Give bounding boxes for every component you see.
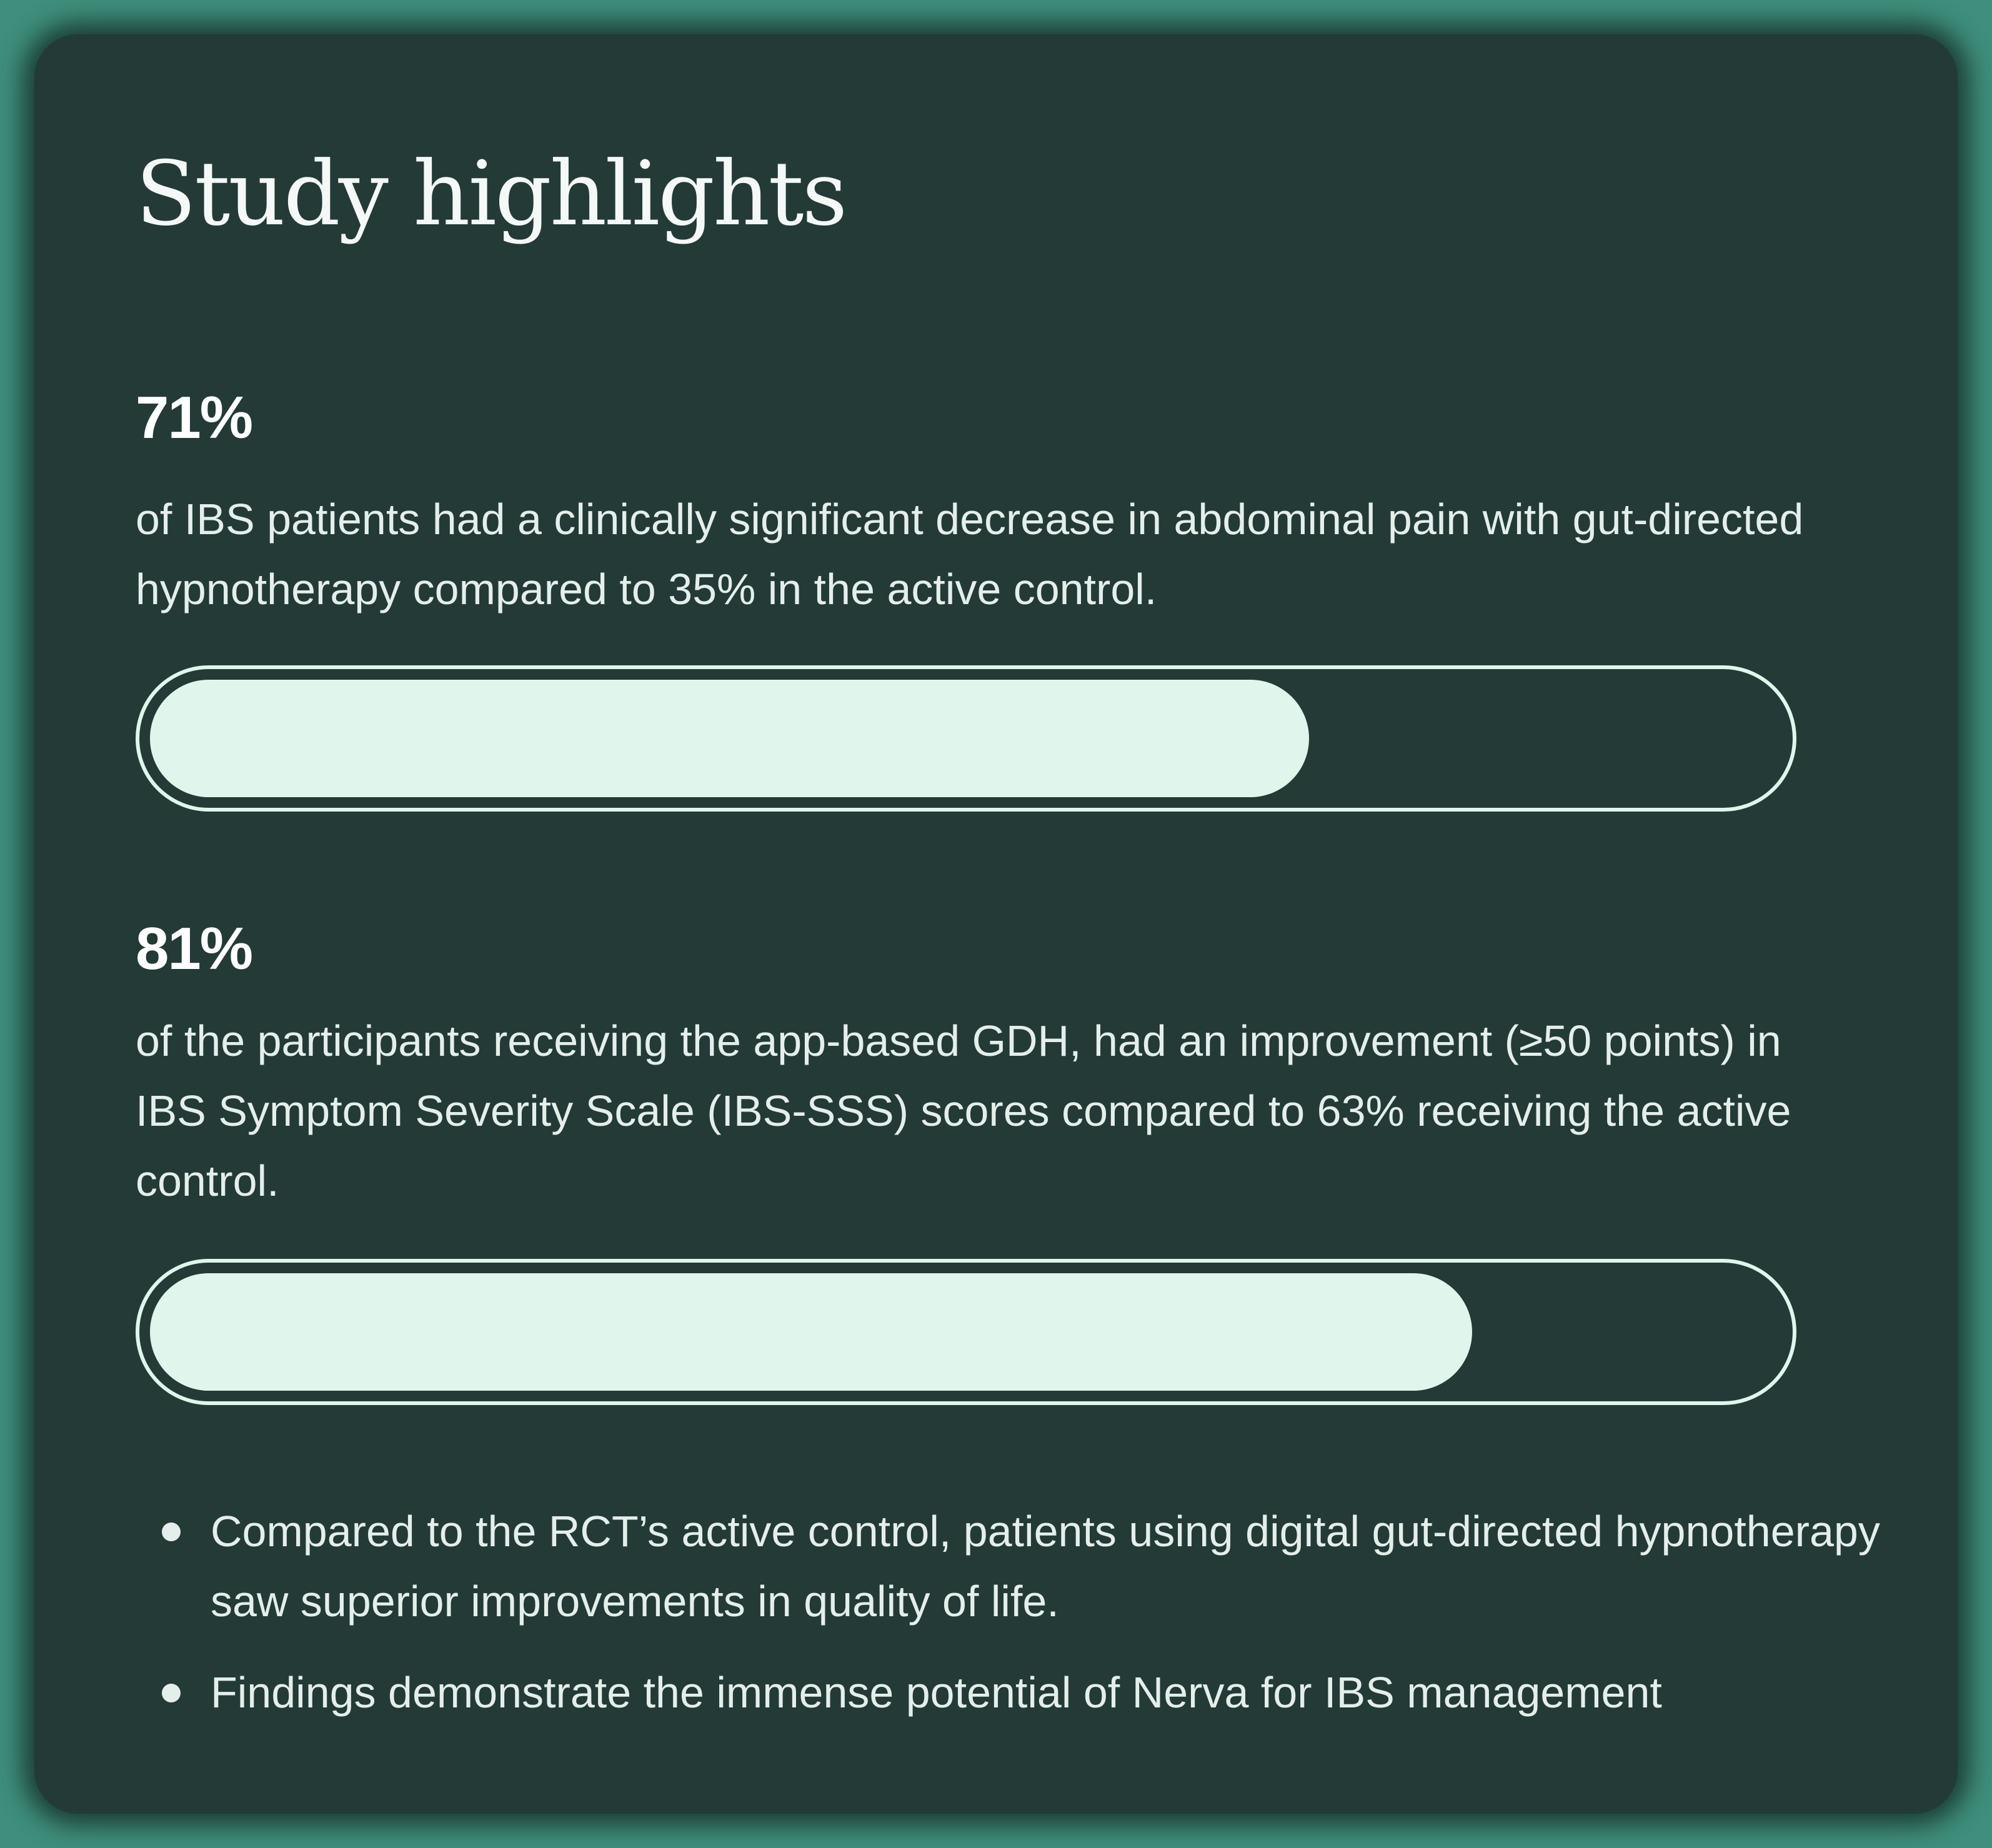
- progress-bar-fill-abdominal-pain: [150, 680, 1309, 797]
- stat-value-abdominal-pain: 71%: [136, 384, 252, 451]
- progress-bar-abdominal-pain: [136, 665, 1796, 812]
- study-highlights-card: [34, 34, 1958, 1814]
- highlight-text: Findings demonstrate the immense potential of Nerva for IBS management: [211, 1668, 1662, 1717]
- highlight-item-quality-of-life: [136, 1496, 1898, 1636]
- progress-bar-fill-ibs-sss: [150, 1273, 1472, 1391]
- card-title: Study highlights: [136, 142, 846, 246]
- bullet-icon: [162, 1523, 181, 1541]
- highlight-text: Compared to the RCT’s active control, patients using digital gut-directed hypnotherapy saw superior improvements in quality of life.: [211, 1507, 1880, 1626]
- stat-description-ibs-sss: of the participants receiving the app-based GDH, had an improvement (≥50 points) in IBS Symptom Severity Scale (IBS-SSS) scores compared to 63% receiving the active control.: [136, 1016, 1791, 1205]
- stat-description-abdominal-pain: of IBS patients had a clinically significant decrease in abdominal pain with gut-directed hypnotherapy compared to 35% in the active control.: [136, 495, 1804, 614]
- stat-value-ibs-sss: 81%: [136, 915, 252, 982]
- highlight-item-nerva-potential: [136, 1657, 1898, 1727]
- bullet-icon: [162, 1684, 181, 1702]
- highlights-list: [136, 1496, 1898, 1749]
- progress-bar-ibs-sss: [136, 1259, 1796, 1405]
